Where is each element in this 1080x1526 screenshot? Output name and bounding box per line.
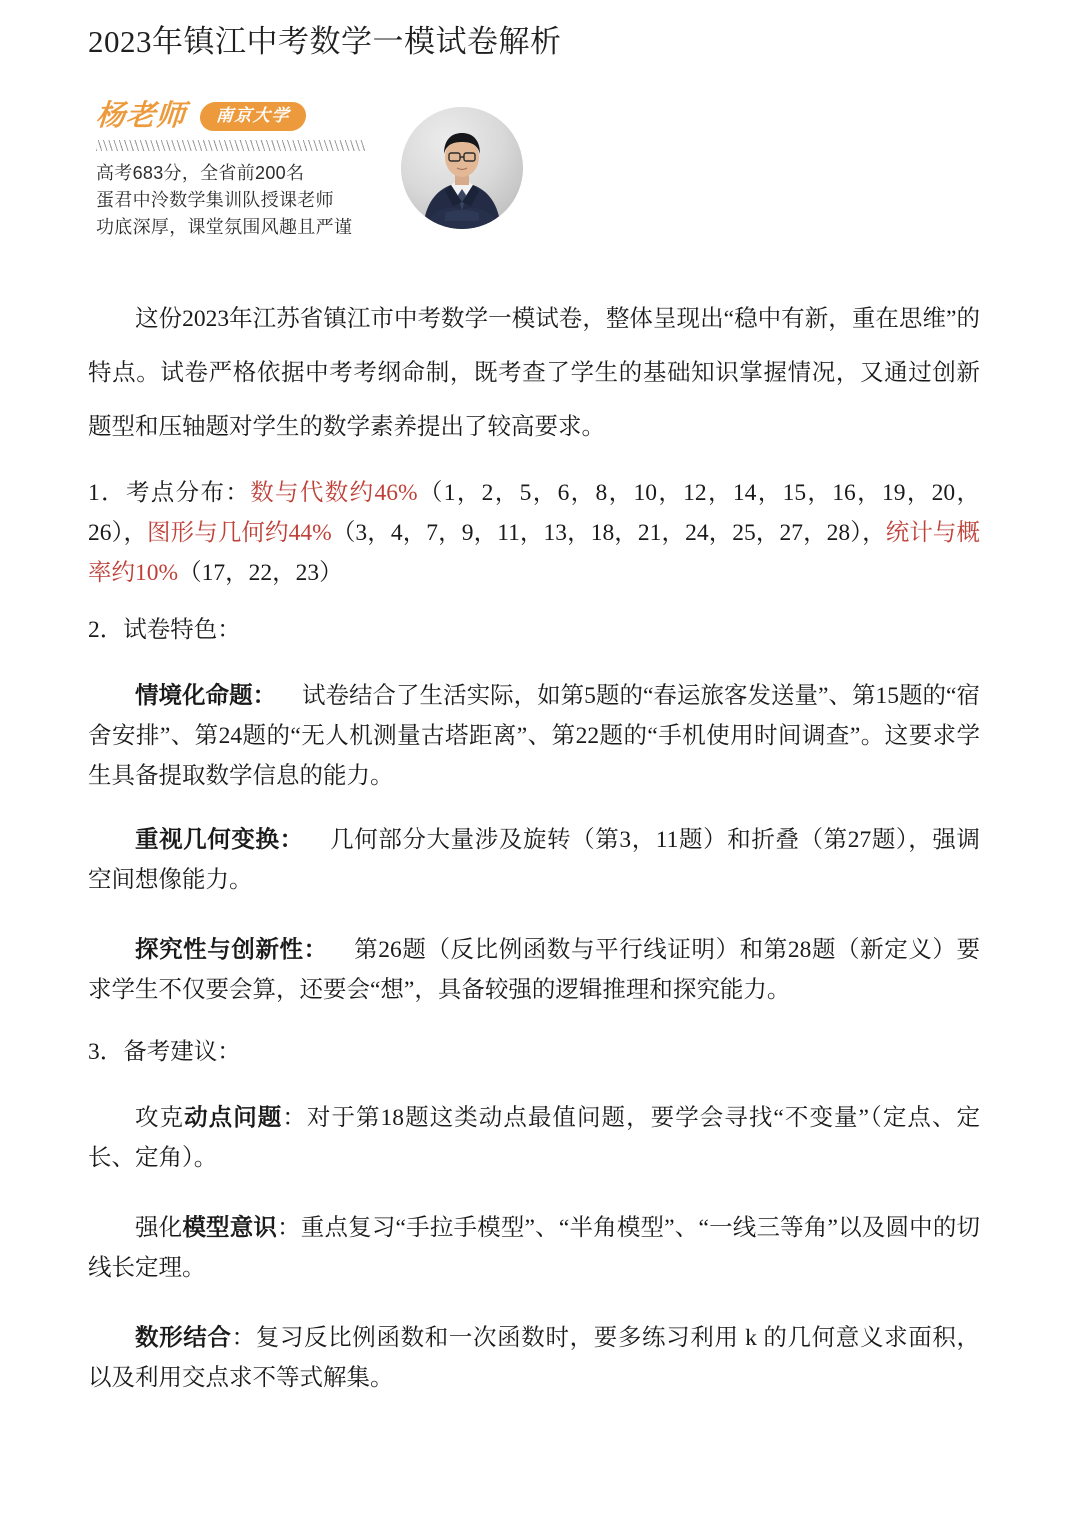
feature-point-1 bbox=[88, 676, 980, 796]
topic-1-label: 数与代数约46% bbox=[250, 480, 418, 506]
advice-point-1 bbox=[88, 1098, 980, 1178]
topic-3-label: 统计与概率约10% bbox=[88, 520, 981, 586]
feature-point-3-body: 第26题（反比例函数与平行线证明）和第28题（新定义）要求学生不仅要会算，还要会“想”，具备较强的逻辑推理和探究能力。 bbox=[88, 937, 981, 1003]
advice-point-2 bbox=[88, 1208, 980, 1288]
credential-line: 功底深厚，课堂氛围风趣且严谨 bbox=[96, 217, 353, 237]
profile-name-row bbox=[96, 98, 396, 134]
intro-paragraph: 这份2023年江苏省镇江市中考数学一模试卷，整体呈现出“稳中有新，重在思维”的特点。试卷严格依据中考考纲命制，既考查了学生的基础知识掌握情况，又通过创新题型和压轴题对学生的数学素养提出了较高要求。 bbox=[88, 306, 980, 440]
advice-point-3 bbox=[88, 1318, 980, 1398]
advice-point-1-title: 动点问题 bbox=[184, 1105, 283, 1131]
advice-point-1-separator: ： bbox=[282, 1105, 307, 1131]
page-title: 2023年镇江中考数学一模试卷解析 bbox=[88, 24, 562, 59]
feature-point-1-title: 情境化命题： bbox=[135, 683, 277, 709]
topic-2-label: 图形与几何约44% bbox=[147, 520, 332, 546]
portrait-illustration bbox=[401, 107, 523, 229]
teacher-name: 杨老师 bbox=[94, 100, 188, 132]
section-2-number: 2． bbox=[88, 617, 124, 643]
topic-3-questions: （17，22，23） bbox=[178, 560, 343, 586]
school-badge: 南京大学 bbox=[199, 102, 307, 131]
hatch-divider bbox=[96, 140, 366, 151]
advice-point-2-separator: ： bbox=[277, 1215, 301, 1241]
section-1 bbox=[88, 473, 980, 593]
feature-point-1-body: 试卷结合了生活实际，如第5题的“春运旅客发送量”、第15题的“宿舍安排”、第24题的“无人机测量古塔距离”、第22题的“手机使用时间调查”。这要求学生具备提取数学信息的能力。 bbox=[88, 683, 981, 789]
credentials-list bbox=[96, 160, 396, 241]
credential-line: 蛋君中泠数学集训队授课老师 bbox=[96, 190, 334, 210]
advice-point-2-body: 重点复习“手拉手模型”、“半角模型”、“一线三等角”以及圆中的切线长定理。 bbox=[88, 1215, 981, 1281]
advice-point-3-separator: ： bbox=[231, 1325, 256, 1351]
section-2-heading: 试卷特色： bbox=[123, 617, 241, 643]
topic-1-questions: （1，2，5，6，8，10，12，14，15，16，19，20，26）， bbox=[88, 480, 981, 546]
feature-point-2-body: 几何部分大量涉及旋转（第3，11题）和折叠（第27题），强调空间想像能力。 bbox=[88, 827, 980, 893]
teacher-profile-card bbox=[96, 98, 546, 246]
section-1-heading: 考点分布： bbox=[125, 480, 251, 506]
advice-point-3-title: 数形结合 bbox=[135, 1325, 232, 1351]
topic-2-questions: （3，4，7，9，11，13，18，21，24，25，27，28）， bbox=[331, 520, 886, 546]
advice-point-3-body: 复习反比例函数和一次函数时，要多练习利用 k 的几何意义求面积，以及利用交点求不等式解集。 bbox=[88, 1325, 981, 1391]
advice-point-1-prefix: 攻克 bbox=[135, 1105, 185, 1131]
advice-point-1-body: 对于第18题这类动点最值问题，要学会寻找“不变量”（定点、定长、定角）。 bbox=[88, 1105, 981, 1171]
advice-point-2-title: 模型意识 bbox=[182, 1215, 278, 1241]
feature-point-3 bbox=[88, 930, 980, 1010]
section-3-number: 3． bbox=[88, 1039, 124, 1065]
avatar bbox=[401, 107, 523, 229]
feature-point-2-title: 重视几何变换： bbox=[135, 827, 304, 853]
feature-point-2 bbox=[88, 820, 980, 900]
section-3-heading-row bbox=[88, 1032, 980, 1072]
section-1-number: 1． bbox=[88, 480, 126, 506]
feature-point-3-title: 探究性与创新性： bbox=[135, 937, 328, 963]
advice-point-2-prefix: 强化 bbox=[135, 1215, 183, 1241]
credential-line: 高考683分，全省前200名 bbox=[96, 163, 305, 183]
section-3-heading: 备考建议： bbox=[123, 1039, 241, 1065]
profile-text-block bbox=[96, 98, 396, 241]
section-2-heading-row bbox=[88, 610, 980, 650]
